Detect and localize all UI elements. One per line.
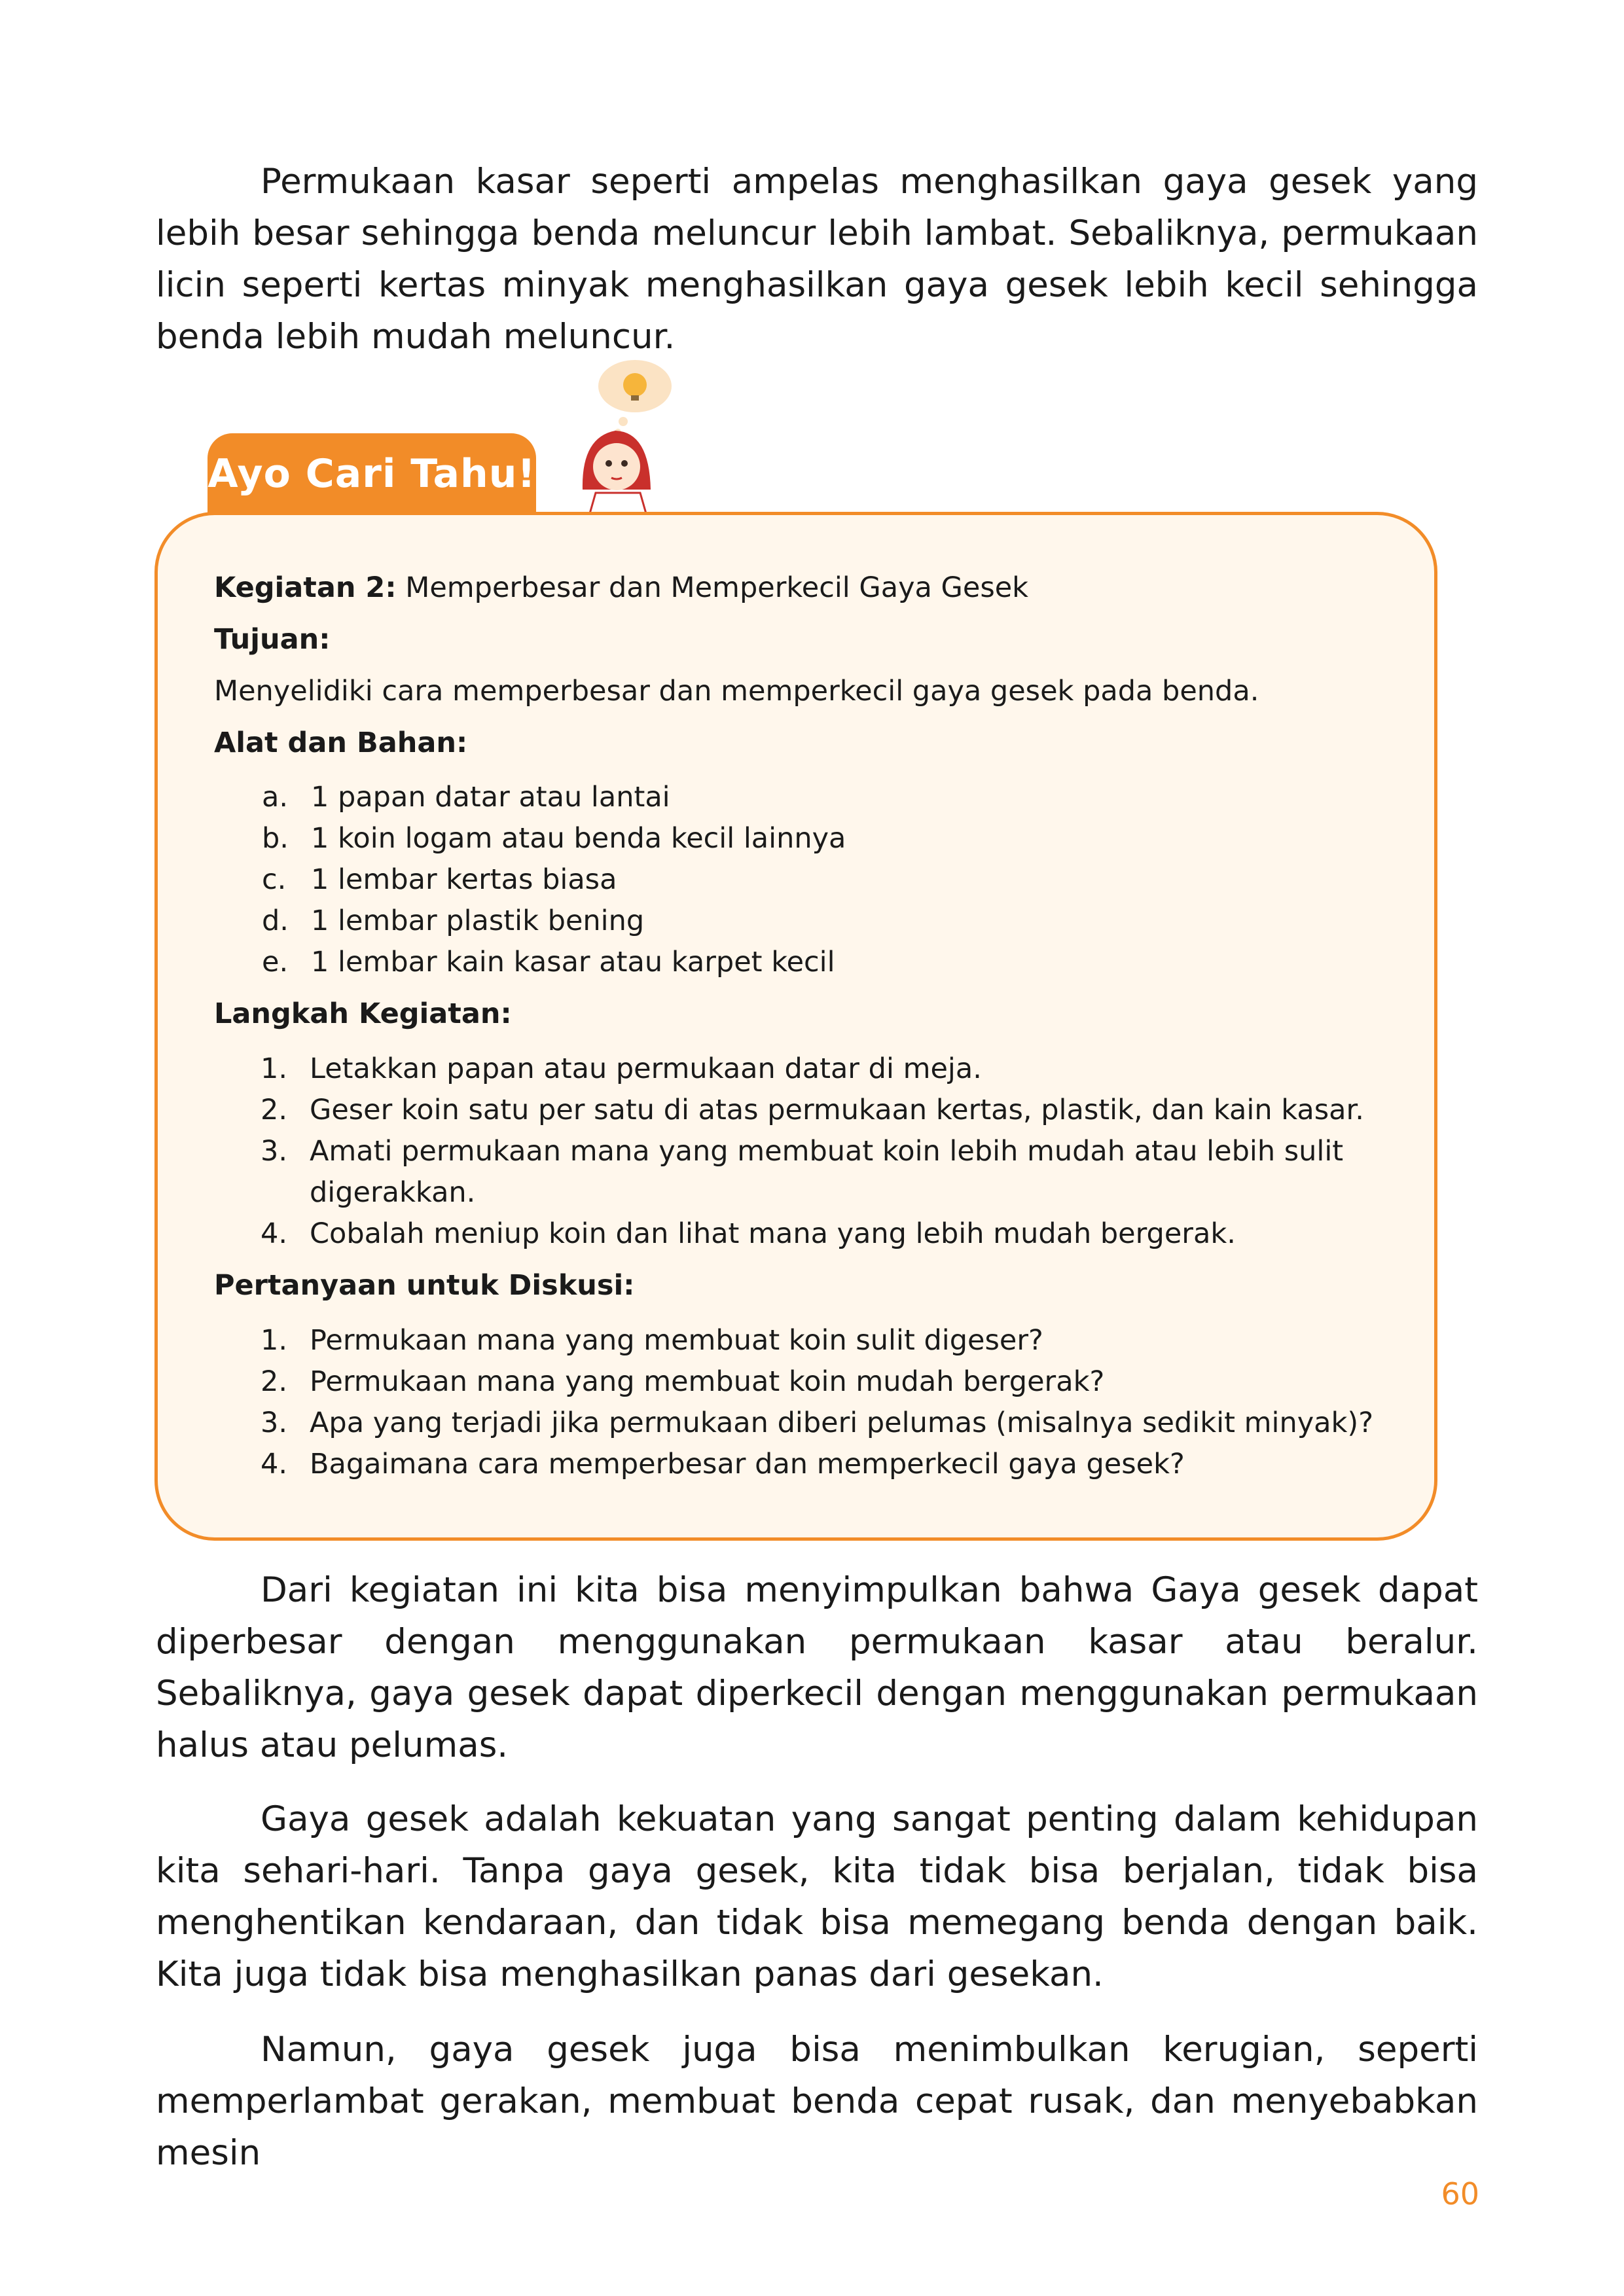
- list-item: Amati permukaan mana yang membuat koin lebih mudah atau lebih sulit: [310, 1135, 1344, 1168]
- list-marker: 3.: [261, 1407, 288, 1439]
- list-item-continuation: digerakkan.: [310, 1176, 476, 1209]
- list-item: Geser koin satu per satu di atas permukaan kertas, plastik, dan kain kasar.: [310, 1094, 1364, 1126]
- activity-title: Memperbesar dan Memperkecil Gaya Gesek: [405, 571, 1029, 604]
- materials-heading: Alat dan Bahan:: [214, 726, 468, 759]
- activity-label: Kegiatan 2:: [214, 571, 397, 604]
- list-marker: 1.: [261, 1052, 288, 1085]
- list-marker: 4.: [261, 1217, 288, 1250]
- list-item: Permukaan mana yang membuat koin mudah bergerak?: [310, 1365, 1105, 1398]
- activity-title-line: [214, 567, 1028, 608]
- list-item: 1 papan datar atau lantai: [311, 781, 670, 814]
- list-marker: 2.: [261, 1094, 288, 1126]
- list-marker: 2.: [261, 1365, 288, 1398]
- conclusion-paragraph: Dari kegiatan ini kita bisa menyimpulkan bahwa Gaya gesek dapat diperbesar dengan menggunakan permukaan kasar atau beralur. Sebaliknya, gaya gesek dapat diperkecil dengan menggunakan permukaan halus atau pelumas.: [156, 1570, 1478, 1765]
- ayo-cari-tahu-tab: Ayo Cari Tahu!: [208, 433, 536, 514]
- list-item: Permukaan mana yang membuat koin sulit digeser?: [310, 1324, 1043, 1357]
- list-item: 1 lembar kertas biasa: [311, 863, 617, 896]
- questions-heading: Pertanyaan untuk Diskusi:: [214, 1269, 635, 1302]
- disadvantage-paragraph: Namun, gaya gesek juga bisa menimbulkan kerugian, seperti memperlambat gerakan, membuat benda cepat rusak, dan menyebabkan mesin: [156, 2030, 1478, 2173]
- list-item: Letakkan papan atau permukaan datar di meja.: [310, 1052, 982, 1085]
- list-marker: 4.: [261, 1448, 288, 1480]
- list-marker: c.: [262, 863, 287, 896]
- intro-paragraph: Permukaan kasar seperti ampelas menghasilkan gaya gesek yang lebih besar sehingga benda meluncur lebih lambat. Sebaliknya, permukaan licin seperti kertas minyak menghasilkan gaya gesek lebih kecil sehingga benda lebih mudah meluncur.: [156, 162, 1478, 357]
- list-item: Bagaimana cara memperbesar dan memperkecil gaya gesek?: [310, 1448, 1185, 1480]
- goal-text: Menyelidiki cara memperbesar dan memperkecil gaya gesek pada benda.: [214, 675, 1259, 708]
- steps-heading: Langkah Kegiatan:: [214, 997, 512, 1030]
- list-marker: 3.: [261, 1135, 288, 1168]
- page-number: 60: [1441, 2176, 1479, 2212]
- importance-paragraph: Gaya gesek adalah kekuatan yang sangat penting dalam kehidupan kita sehari-hari. Tanpa gaya gesek, kita tidak bisa berjalan, tidak bisa menghentikan kendaraan, dan tidak bisa memegang benda dengan baik. Kita juga tidak bisa menghasilkan panas dari gesekan.: [156, 1799, 1478, 1994]
- list-item: 1 lembar plastik bening: [311, 905, 645, 937]
- goal-heading: Tujuan:: [214, 623, 331, 656]
- girl-thinking-mascot-icon: [569, 359, 687, 516]
- list-marker: 1.: [261, 1324, 288, 1357]
- list-marker: a.: [262, 781, 289, 814]
- list-marker: e.: [262, 946, 289, 978]
- list-item: 1 koin logam atau benda kecil lainnya: [311, 822, 846, 855]
- list-marker: d.: [262, 905, 289, 937]
- list-item: Cobalah meniup koin dan lihat mana yang lebih mudah bergerak.: [310, 1217, 1236, 1250]
- list-item: 1 lembar kain kasar atau karpet kecil: [311, 946, 835, 978]
- list-marker: b.: [262, 822, 289, 855]
- list-item: Apa yang terjadi jika permukaan diberi pelumas (misalnya sedikit minyak)?: [310, 1407, 1374, 1439]
